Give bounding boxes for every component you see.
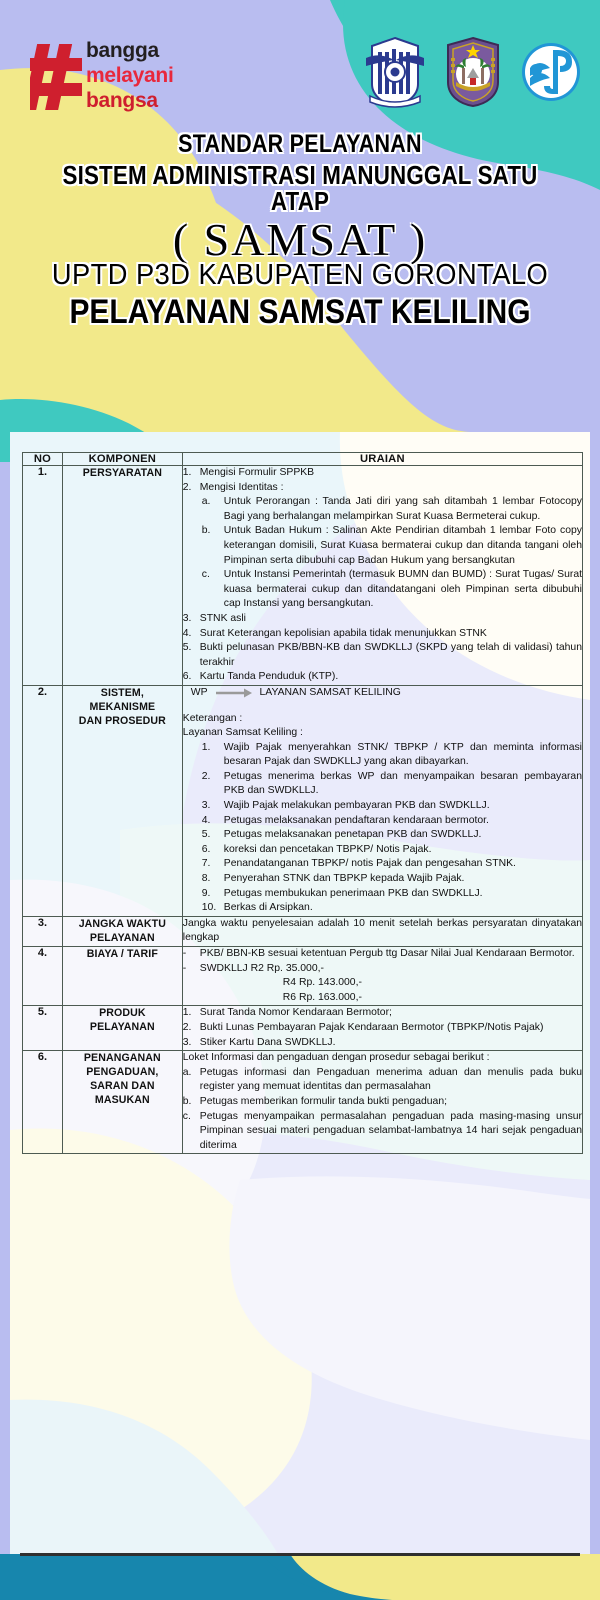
- polri-lalu-lintas-seal: [364, 36, 426, 108]
- row-komponen: [62, 1006, 182, 1051]
- flow-diagram: [183, 686, 582, 701]
- komponen-line: SISTEM,: [100, 686, 144, 699]
- row-komponen: PERSYARATAN: [62, 466, 182, 686]
- list-text: Untuk Instansi Pemerintah (termasuk BUMN dan BUMD) : Surat Tugas/ Surat kuasa bermaterai cukup dan ditandatangani oleh Pimpinan serta dibubuhi cap Instansi yang bersangkutan.: [223, 569, 582, 610]
- list-marker: a.: [182, 1066, 192, 1078]
- row-number: 6.: [23, 1051, 63, 1154]
- list-item: [202, 901, 582, 916]
- list-item: [202, 495, 582, 524]
- list-text: Berkas di Arsipkan.: [223, 902, 313, 914]
- list-item: [183, 466, 582, 481]
- uraian-list: [183, 947, 582, 976]
- table-row: [23, 1006, 583, 1051]
- jasa-raharja-seal: [520, 36, 582, 108]
- list-marker: a.: [201, 496, 211, 508]
- uraian-sublist: [202, 495, 582, 612]
- komponen-line: MASUKAN: [94, 1094, 150, 1107]
- uraian-list: [183, 1006, 582, 1050]
- uraian-list: [183, 1066, 582, 1154]
- list-item: [183, 1006, 582, 1021]
- list-item: [202, 524, 582, 568]
- row-number: 4.: [23, 947, 63, 1006]
- row-uraian: [182, 466, 582, 686]
- keterangan-sublabel: Layanan Samsat Keliling :: [182, 727, 303, 739]
- list-marker: -: [182, 962, 187, 974]
- list-item: [202, 872, 582, 887]
- list-item: [183, 962, 582, 977]
- row-number: 2.: [23, 685, 63, 916]
- row-komponen: [62, 1051, 182, 1154]
- list-item: [183, 1095, 582, 1110]
- uraian-list: [202, 741, 582, 916]
- list-item: [202, 857, 582, 872]
- institution-seals: [364, 36, 582, 108]
- list-marker: 7.: [201, 858, 211, 870]
- col-header-no: NO: [23, 453, 63, 466]
- list-text: Untuk Badan Hukum : Salinan Akte Pendirian ditambah 1 lembar Foto copy keterangan domisili, Surat Kuasa bermaterai cukup dan ditanda tangani oleh Pimpinan serta dibubuhi cap Badan Hukum yang bersangkutan: [223, 525, 582, 566]
- logo-wordmark: [86, 38, 174, 113]
- row-uraian: [182, 947, 582, 1006]
- tarif-line-r4: R4 Rp. 143.000,-: [282, 977, 362, 989]
- list-item: [183, 612, 582, 627]
- table-row: [23, 916, 583, 946]
- flow-to-label: LAYANAN SAMSAT KELILING: [259, 686, 401, 698]
- list-text: Petugas menerima berkas WP dan menyampaikan besaran pembayaran PKB dan SWDKLLJ.: [223, 770, 582, 797]
- komponen-line: MEKANISME: [89, 700, 156, 713]
- list-marker: -: [182, 948, 187, 959]
- list-marker: 5.: [182, 642, 192, 654]
- tarif-line-r6: R6 Rp. 163.000,-: [282, 991, 362, 1003]
- komponen-line: PENANGANAN: [83, 1052, 161, 1065]
- list-item: [183, 1066, 582, 1095]
- list-text: Penyerahan STNK dan TBPKP kepada Wajib Pajak.: [223, 873, 465, 885]
- komponen-line: PELAYANAN: [89, 1021, 155, 1034]
- title-line-5: PELAYANAN SAMSAT KELILING: [69, 293, 531, 332]
- kabupaten-gorontalo-seal: [442, 36, 504, 108]
- list-item: [183, 1036, 582, 1051]
- list-marker: 4.: [201, 814, 211, 826]
- list-marker: 1.: [201, 741, 211, 753]
- row-uraian: [182, 1006, 582, 1051]
- spacer: [183, 701, 582, 712]
- komponen-line: PENGADUAN,: [86, 1066, 159, 1079]
- list-item: [183, 481, 582, 496]
- row-uraian: [182, 1051, 582, 1154]
- list-marker: c.: [182, 1110, 191, 1122]
- row-komponen: [62, 685, 182, 916]
- list-text: SWDKLLJ R2 Rp. 35.000,-: [199, 962, 324, 974]
- col-header-uraian: URAIAN: [182, 453, 582, 466]
- list-marker: 6.: [182, 671, 192, 683]
- table-header-row: [23, 453, 583, 466]
- row-komponen: BIAYA / TARIF: [62, 947, 182, 1006]
- list-text: Bukti Lunas Pembayaran Pajak Kendaraan Bermotor (TBPKP/Notis Pajak): [199, 1021, 544, 1033]
- list-item: [183, 1021, 582, 1036]
- row-uraian: [182, 685, 582, 916]
- list-item: [183, 947, 582, 962]
- table-row: [23, 685, 583, 916]
- row-number: 5.: [23, 1006, 63, 1051]
- komponen-line: DAN PROSEDUR: [78, 714, 166, 727]
- list-item: [183, 641, 582, 670]
- list-item: [202, 814, 582, 829]
- uraian-paragraph: Jangka waktu penyelesaian adalah 10 menit setelah berkas persyaratan dinyatakan lengkap: [182, 917, 582, 944]
- logo-line-3: bangsa: [86, 89, 158, 112]
- list-marker: 10.: [201, 902, 217, 914]
- bangga-melayani-bangsa-logo: [30, 38, 200, 116]
- list-text: Petugas melaksanakan penetapan PKB dan SWDKLLJ.: [223, 829, 482, 841]
- hashtag-icon: [30, 40, 86, 114]
- list-marker: 3.: [201, 800, 211, 812]
- list-text: Stiker Kartu Dana SWDKLLJ.: [199, 1036, 336, 1048]
- flow-from-label: WP: [190, 686, 208, 698]
- list-marker: 1.: [182, 467, 192, 478]
- komponen-line: PELAYANAN: [89, 931, 155, 944]
- title-line-3: ( SAMSAT ): [172, 213, 428, 265]
- logo-line-1: bangga: [86, 39, 159, 62]
- list-text: Petugas menyampaikan permasalahan pengaduan pada masing-masing unsur Pimpinan sesuai materi pengaduan selambat-lambatnya 14 hari sejak pengaduan diterima: [199, 1110, 582, 1151]
- uraian-list: [183, 466, 582, 495]
- list-marker: 2.: [182, 1021, 192, 1033]
- list-marker: 2.: [182, 481, 192, 493]
- list-marker: b.: [201, 525, 211, 537]
- list-item: [202, 770, 582, 799]
- logo-line-2: melayani: [86, 64, 174, 87]
- uraian-list-cont: [183, 612, 582, 685]
- table-row: [23, 947, 583, 1006]
- komponen-line: SARAN DAN: [90, 1080, 155, 1093]
- list-marker: 5.: [201, 829, 211, 841]
- title-line-4: UPTD P3D KABUPATEN GORONTALO: [51, 259, 549, 292]
- arrow-right-icon: [216, 688, 252, 698]
- list-text: Wajib Pajak melakukan pembayaran PKB dan SWDKLLJ.: [223, 800, 490, 812]
- poster-header: [0, 0, 600, 432]
- list-text: Petugas informasi dan Pengaduan menerima aduan dan menulis pada buku register yang memuat identitas dan permasalahan: [199, 1066, 582, 1093]
- list-item: [202, 741, 582, 770]
- list-marker: 2.: [201, 770, 211, 782]
- list-item: [202, 828, 582, 843]
- keterangan-label: Keterangan :: [182, 712, 243, 724]
- list-text: Mengisi Formulir SPPKB: [199, 467, 315, 478]
- komponen-line: JANGKA WAKTU: [78, 917, 167, 930]
- list-marker: 8.: [201, 873, 211, 885]
- list-text: Bukti pelunasan PKB/BBN-KB dan SWDKLLJ (SKPD yang telah di validasi) tahun terakhir: [199, 642, 582, 668]
- uraian-intro: Loket Informasi dan pengaduan dengan prosedur sebagai berikut :: [182, 1052, 490, 1064]
- list-item: [202, 799, 582, 814]
- list-text: Petugas melaksanakan pendaftaran kendaraan bermotor.: [223, 814, 489, 826]
- list-text: Petugas memberikan formulir tanda bukti pengaduan;: [199, 1095, 447, 1107]
- table-row: [23, 466, 583, 686]
- list-text: Wajib Pajak menyerahkan STNK/ TBPKP / KTP dan meminta informasi besaran Pajak dan SWDKLLJ yang akan dibayarkan.: [223, 741, 582, 768]
- list-item: [183, 670, 582, 685]
- row-number: 1.: [23, 466, 63, 686]
- list-marker: 6.: [201, 843, 211, 855]
- table-row: [23, 1051, 583, 1154]
- list-text: Surat Tanda Nomor Kendaraan Bermotor;: [199, 1007, 392, 1019]
- list-marker: 9.: [201, 887, 211, 899]
- list-text: Untuk Perorangan : Tanda Jati diri yang sah ditambah 1 lembar Fotocopy Bagi yang berhalangan melampirkan Surat Kuasa Bermeterai cukup.: [223, 496, 582, 522]
- standar-pelayanan-table: [22, 452, 583, 1154]
- list-text: Petugas membukukan penerimaan PKB dan SWDKLLJ.: [223, 887, 483, 899]
- list-marker: b.: [182, 1095, 192, 1107]
- title-line-1: STANDAR PELAYANAN: [178, 130, 422, 158]
- list-text: koreksi dan pencetakan TBPKP/ Notis Pajak.: [223, 843, 432, 855]
- list-text: Kartu Tanda Penduduk (KTP).: [199, 671, 339, 683]
- list-text: PKB/ BBN-KB sesuai ketentuan Pergub ttg Dasar Nilai Jual Kendaraan Bermotor.: [199, 948, 575, 959]
- row-number: 3.: [23, 916, 63, 946]
- list-marker: c.: [201, 569, 210, 581]
- list-item: [183, 627, 582, 642]
- poster-title-block: [0, 132, 600, 330]
- list-item: [202, 843, 582, 858]
- list-text: Penandatanganan TBPKP/ notis Pajak dan pengesahan STNK.: [223, 858, 516, 870]
- row-uraian: [182, 916, 582, 946]
- row-komponen: [62, 916, 182, 946]
- list-text: STNK asli: [199, 612, 246, 624]
- list-text: Mengisi Identitas :: [199, 481, 284, 493]
- panel-bottom-rule: [20, 1553, 580, 1556]
- list-text: Surat Keterangan kepolisian apabila tidak menunjukkan STNK: [199, 627, 487, 639]
- list-marker: 4.: [182, 627, 192, 639]
- list-marker: 1.: [182, 1007, 192, 1019]
- list-marker: 3.: [182, 612, 192, 624]
- list-item: [202, 568, 582, 612]
- list-item: [183, 1110, 582, 1154]
- col-header-komponen: KOMPONEN: [62, 453, 182, 466]
- komponen-line: PRODUK: [99, 1007, 146, 1020]
- list-item: [202, 887, 582, 902]
- title-line-2: SISTEM ADMINISTRASI MANUNGGAL SATU ATAP: [62, 159, 538, 217]
- list-marker: 3.: [182, 1036, 192, 1048]
